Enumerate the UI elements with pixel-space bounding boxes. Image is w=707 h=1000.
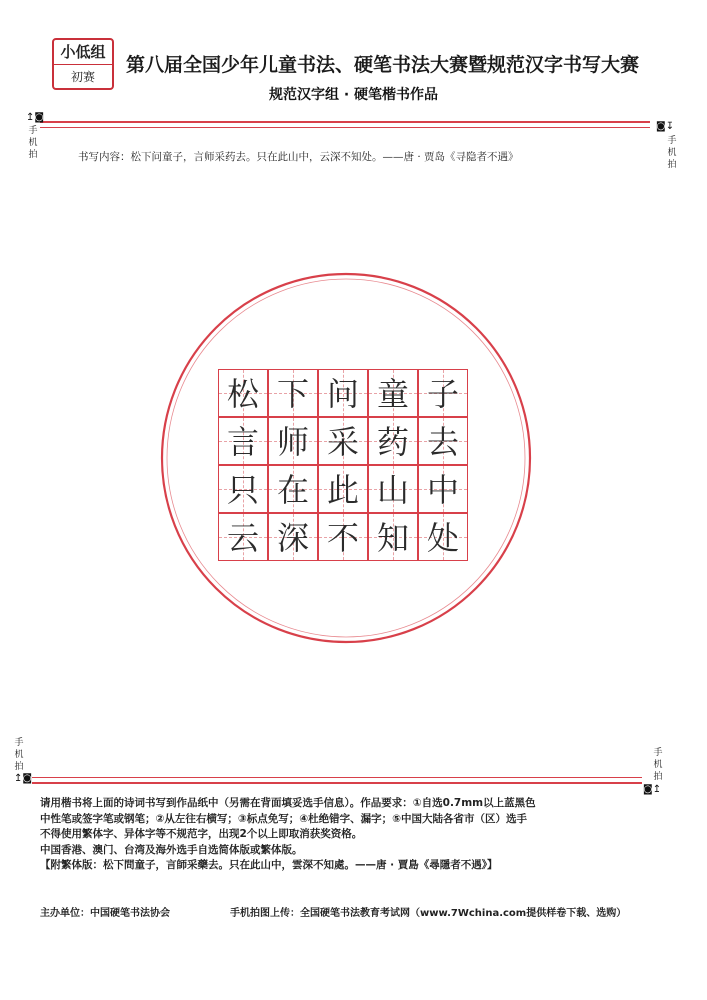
grid-character: 不 [326, 519, 359, 557]
grid-character: 药 [376, 423, 409, 461]
grid-cell [368, 369, 418, 417]
requirements-line-4: 中国香港、澳门、台湾及海外选手自选简体版或繁体版。 [40, 843, 303, 856]
grid-character: 云 [226, 519, 259, 557]
phone-shoot-label-bottom-right: 手机拍 [653, 748, 663, 782]
grid-character: 去 [426, 423, 459, 461]
grid-character: 知 [376, 519, 409, 557]
grid-character: 深 [276, 519, 309, 557]
grid-character: 师 [276, 423, 309, 461]
grid-character: 松 [226, 375, 259, 413]
grid-character: 下 [276, 375, 309, 413]
grid-cell [368, 465, 418, 513]
requirements-line-1: 请用楷书将上面的诗词书写到作品纸中（另需在背面填妥选手信息）。作品要求：①自选0.7mm以上蓝黑色 [40, 797, 536, 809]
grid-cell [218, 513, 268, 561]
grid-cell [318, 513, 368, 561]
requirements-line-2: 中性笔或签字笔或钢笔；②从左往右横写；③标点免写；④杜绝错字、漏字；⑤中国大陆各省市（区）选手 [40, 812, 528, 825]
page-title: 第八届全国少年儿童书法、硬笔书法大赛暨规范汉字书写大赛 [126, 54, 640, 76]
grid-character: 处 [426, 519, 459, 557]
phone-shoot-label-bottom-left: 手机拍 [14, 738, 24, 772]
organizer: 主办单位：中国硬笔书法协会 [40, 908, 170, 919]
top-rule-2 [40, 127, 650, 128]
grid-cell [218, 465, 268, 513]
grid-cell [418, 513, 468, 561]
requirements-line-5: 【附繁体版：松下問童子，言師采藥去。只在此山中，雲深不知處。——唐 · 賈島《尋隱者不遇》】 [40, 859, 498, 871]
grid-cell [218, 369, 268, 417]
grid-cell [268, 513, 318, 561]
grid-character: 言 [226, 423, 259, 461]
camera-icon-bottom-left: ↥◙ [14, 773, 33, 784]
grid-cell [368, 513, 418, 561]
grid-character: 此 [326, 471, 359, 509]
requirements-line-3: 不得使用繁体字、异体字等不规范字，出现2个以上即取消获奖资格。 [40, 828, 363, 840]
camera-icon-top-right: ◙↧ [656, 121, 675, 132]
grid-cell [268, 417, 318, 465]
page-subtitle: 规范汉字组 · 硬笔楷书作品 [268, 87, 439, 103]
bottom-rule-2 [32, 782, 642, 784]
badge-group-label: 小低组 [60, 43, 106, 61]
phone-shoot-label-top-right: 手机拍 [667, 136, 677, 170]
phone-shoot-label-top-left: 手机拍 [28, 126, 38, 160]
grid-character: 问 [326, 375, 359, 413]
writing-content: 书写内容：松下问童子，言师采药去。只在此山中，云深不知处。——唐 · 贾岛《寻隐者不遇》 [78, 151, 519, 163]
grid-cell [418, 465, 468, 513]
grid-cell [318, 465, 368, 513]
grid-cell [268, 465, 318, 513]
grid-character: 童 [376, 375, 409, 413]
grid-character: 在 [276, 471, 309, 509]
camera-icon-top-left: ↥◙ [26, 112, 45, 123]
camera-icon-bottom-right: ◙↥ [643, 784, 662, 795]
grid-cell [268, 369, 318, 417]
grid-character: 山 [376, 471, 409, 509]
grid-cell [418, 417, 468, 465]
grid-cell [318, 369, 368, 417]
upload-info: 手机拍图上传：全国硬笔书法教育考试网（www.7Wchina.com提供样卷下载、选购） [230, 908, 627, 919]
grid-character: 采 [326, 423, 359, 461]
group-badge [52, 38, 114, 90]
grid-character: 子 [426, 375, 459, 413]
grid-cell [368, 417, 418, 465]
tianzige-grid [218, 369, 468, 561]
grid-cell [418, 369, 468, 417]
badge-round-label: 初赛 [54, 64, 112, 89]
grid-cell [218, 417, 268, 465]
bottom-rule-1 [32, 777, 642, 778]
grid-character: 只 [226, 471, 259, 509]
grid-cell [318, 417, 368, 465]
top-rule-1 [40, 121, 650, 123]
grid-character: 中 [426, 471, 459, 509]
requirements [40, 796, 666, 874]
